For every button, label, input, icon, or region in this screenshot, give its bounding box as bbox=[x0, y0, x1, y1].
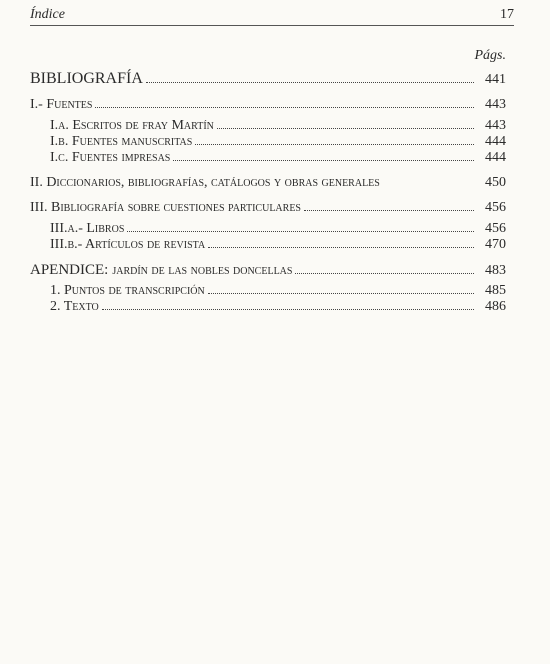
toc-entry-page: 470 bbox=[485, 237, 506, 252]
toc-entry-label: III. Bibliografía sobre cuestiones particulares bbox=[30, 200, 301, 215]
pages-column-heading: Págs. bbox=[474, 48, 506, 63]
toc-entry-bibliografia[interactable] bbox=[30, 70, 506, 88]
dot-leader bbox=[127, 231, 474, 232]
toc-entry-page: 486 bbox=[485, 299, 506, 314]
toc-entry-page: 485 bbox=[485, 283, 506, 298]
toc-entry-label: 1. Puntos de transcripción bbox=[50, 283, 205, 298]
dot-leader bbox=[208, 247, 474, 248]
toc-entry-page: 441 bbox=[485, 72, 506, 87]
toc-entry-page: 456 bbox=[485, 200, 506, 215]
dot-leader bbox=[304, 210, 474, 211]
toc-entry-page: 444 bbox=[485, 134, 506, 149]
toc-entry-label: II. Diccionarios, bibliografías, catálogos y obras generales bbox=[30, 175, 380, 190]
toc-entry-label: BIBLIOGRAFÍA bbox=[30, 70, 143, 87]
toc-entry-label: I.b. Fuentes manuscritas bbox=[50, 134, 193, 149]
toc-entry-label-tail: jardín de las nobles doncellas bbox=[112, 263, 293, 278]
toc-entry-apendice[interactable] bbox=[30, 262, 506, 280]
toc-entry-label: 2. Texto bbox=[50, 299, 99, 314]
toc-entry-articulos[interactable] bbox=[50, 237, 506, 255]
toc-entry-impresas[interactable] bbox=[50, 150, 506, 168]
toc-entry-texto[interactable] bbox=[50, 299, 506, 317]
dot-leader bbox=[146, 82, 474, 83]
page-number: 17 bbox=[500, 7, 514, 22]
toc-entry-page: 456 bbox=[485, 221, 506, 236]
dot-leader bbox=[208, 293, 474, 294]
toc-entry-page: 443 bbox=[485, 97, 506, 112]
toc-entry-label: I.a. Escritos de fray Martín bbox=[50, 118, 214, 133]
toc-entry-cuestiones[interactable] bbox=[30, 200, 506, 218]
toc-entry-page: 444 bbox=[485, 150, 506, 165]
dot-leader bbox=[173, 160, 474, 161]
toc-entry-label: III.b.- Artículos de revista bbox=[50, 237, 206, 252]
dot-leader bbox=[102, 309, 474, 310]
dot-leader bbox=[295, 273, 474, 274]
toc-entry-label: I.- Fuentes bbox=[30, 97, 93, 112]
toc-entry-label: III.a.- Libros bbox=[50, 221, 125, 236]
toc-entry-label: I.c. Fuentes impresas bbox=[50, 150, 171, 165]
running-header bbox=[30, 7, 514, 26]
toc-entry-label: APENDICE: bbox=[30, 262, 109, 278]
toc-entry-fuentes[interactable] bbox=[30, 97, 506, 115]
running-title: Índice bbox=[30, 7, 65, 22]
toc-entry-page: 450 bbox=[485, 175, 506, 190]
dot-leader bbox=[95, 107, 474, 108]
toc-entry-diccionarios[interactable] bbox=[30, 175, 506, 193]
toc-entry-page: 443 bbox=[485, 118, 506, 133]
toc-entry-page: 483 bbox=[485, 263, 506, 278]
dot-leader bbox=[195, 144, 474, 145]
dot-leader bbox=[217, 128, 474, 129]
